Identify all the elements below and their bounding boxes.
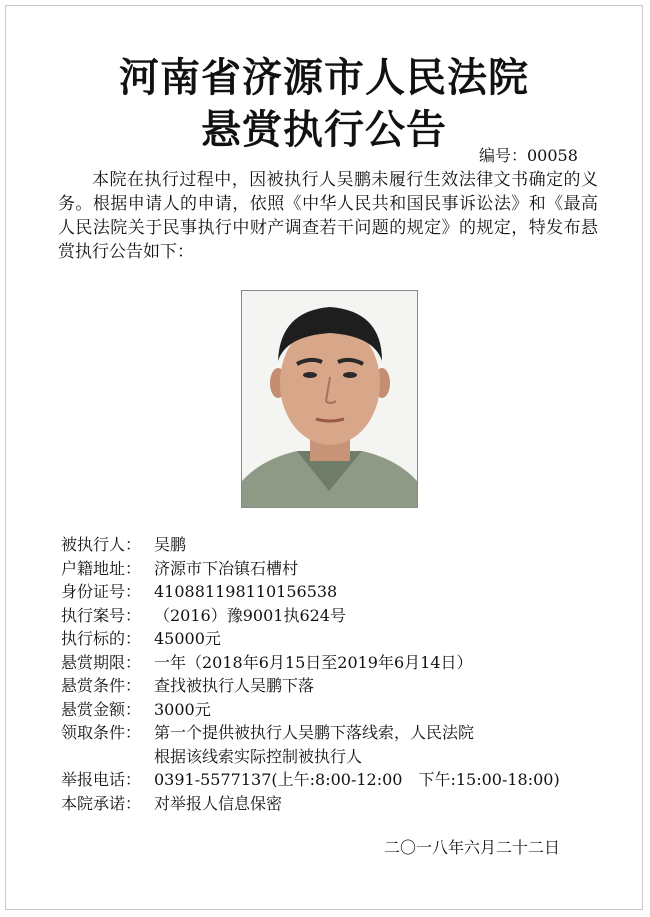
info-value: 0391-5577137(上午:8:00-12:00 下午:15:00-18:00) — [154, 770, 560, 789]
info-value: 3000元 — [154, 699, 211, 719]
intro-paragraph: 本院在执行过程中，因被执行人吴鹏未履行生效法律文书确定的义务。根据申请人的申请，依照《中华人民共和国民事诉讼法》和《最高人民法院关于民事执行中财产调查若干问题的规定》的规定，特发布悬赏执行公告如下： — [58, 170, 598, 262]
info-row-amount — [61, 627, 621, 651]
info-row-address — [61, 557, 621, 581]
info-row-id-number — [61, 580, 621, 604]
issue-date: 二〇一八年六月二十二日 — [384, 838, 561, 857]
info-row-case-number — [61, 604, 621, 628]
case-info-list — [61, 533, 621, 815]
info-row-promise — [61, 792, 621, 816]
person-photo-illustration — [242, 291, 417, 507]
info-row-period — [61, 651, 621, 675]
info-label: 执行案号： — [61, 605, 142, 625]
info-label: 执行标的： — [61, 629, 142, 648]
info-value: 第一个提供被执行人吴鹏下落线索，人民法院根据该线索实际控制被执行人 — [154, 723, 475, 766]
info-row-condition — [61, 674, 621, 698]
info-value: 一年（2018年6月15日至2019年6月14日） — [154, 652, 473, 672]
info-label: 被执行人： — [61, 535, 142, 554]
info-label: 户籍地址： — [61, 558, 142, 578]
info-label: 悬赏条件： — [61, 676, 142, 695]
info-label: 身份证号： — [61, 582, 142, 601]
info-label: 举报电话： — [61, 770, 142, 789]
info-label: 本院承诺： — [61, 793, 142, 813]
info-value: 吴鹏 — [154, 535, 187, 554]
notice-title-court: 河南省济源市人民法院 — [119, 54, 529, 101]
info-row-reward — [61, 698, 621, 722]
info-row-hotline — [61, 768, 621, 792]
info-label: 悬赏期限： — [61, 652, 142, 672]
person-photo — [241, 290, 418, 508]
info-row-claim-condition — [61, 721, 621, 768]
info-label: 悬赏金额： — [61, 699, 142, 719]
info-value: 查找被执行人吴鹏下落 — [154, 676, 315, 695]
notice-title-type: 悬赏执行公告 — [201, 106, 447, 153]
info-value: 410881198110156538 — [154, 582, 338, 601]
info-row-debtor — [61, 533, 621, 557]
notice-page — [5, 5, 643, 910]
info-value: 济源市下冶镇石槽村 — [154, 558, 299, 578]
info-value: 45000元 — [154, 629, 221, 648]
info-label: 领取条件： — [61, 723, 142, 742]
info-value: 对举报人信息保密 — [154, 793, 283, 813]
info-value: （2016）豫9001执624号 — [154, 605, 346, 625]
document-number: 编号：00058 — [479, 146, 578, 165]
